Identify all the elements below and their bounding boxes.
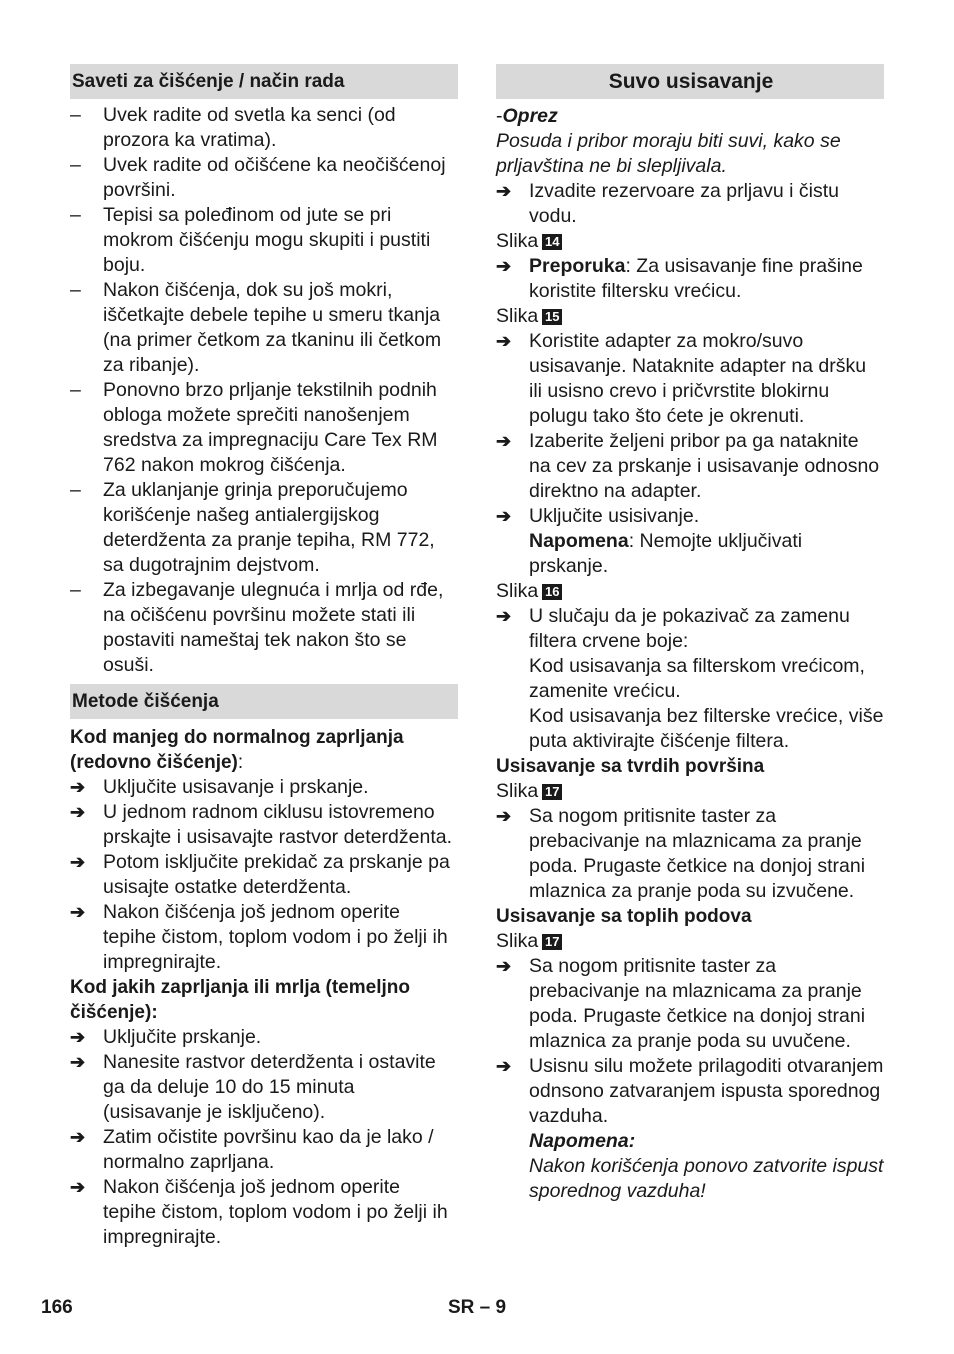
list-item: ➔ Usisnu silu možete prilagoditi otvaranjem odnsono zatvaranjem ispusta sporednog vazduha. [496,1055,884,1127]
figure-reference: Slika 17 [496,929,884,954]
dash-icon: – [70,204,81,226]
figure-reference: Slika 15 [496,304,884,329]
subheading-hard-floors: Usisavanje sa tvrdih površina [496,756,765,777]
list-item: ➔ Sa nogom pritisnite taster za prebacivanje na mlaznicama za pranje poda. Prugaste četkice na donjoj strani mlaznica za pranje poda su uvučene. [496,955,866,1052]
figure-number-badge: 17 [542,934,562,950]
arrow-right-icon: ➔ [70,1127,86,1147]
list-item: ➔ Koristite adapter za mokro/suvo usisavanje. Nataknite adapter na dršku ili usisno crevo i pričvrstite blokirnu polugu tako što ćete je okrenuti. [496,330,867,427]
dash-icon: – [70,579,81,601]
right-column [496,64,884,1204]
section-title-dry-vacuuming: Suvo usisavanje [496,64,884,99]
list-item: ➔ Uključite usisavanje i prskanje. [70,776,369,798]
figure-reference: Slika 16 [496,579,884,604]
list-item: ➔ Uključite prskanje. [70,1026,262,1048]
page-number: 166 [41,1297,73,1318]
list-item: ➔ Sa nogom pritisnite taster za prebacivanje na mlaznicama za pranje poda. Prugaste četkice na donjoj strani mlaznica za pranje poda su izvučene. [496,805,866,902]
arrow-right-icon: ➔ [70,1177,86,1197]
caution-heading: -Oprez [496,105,558,127]
list-item: ➔ Uključite usisivanje. [496,505,700,527]
list-item: ➔ Nanesite rastvor deterdženta i ostavite ga da deluje 10 do 15 minuta (usisavanje je isključeno). [70,1051,436,1123]
arrow-right-icon: ➔ [70,1052,86,1072]
cleaning-tips-list [70,103,458,678]
dash-icon: – [70,279,81,301]
figure-number-badge: 17 [542,784,562,800]
figure-number-badge: 16 [542,584,562,600]
dash-icon: – [70,104,81,126]
list-item: ➔ Izvadite rezervoare za prljavu i čistu vodu. [496,180,839,227]
list-item: – Ponovno brzo prljanje tekstilnih podnih obloga možete sprečiti nanošenjem sredstva za impregnaciju Care Tex RM 762 nakon mokrog čišćenja. [70,379,438,476]
section-title-cleaning-methods: Metode čišćenja [70,684,458,719]
list-item: ➔ Potom isključite prekidač za prskanje pa usisajte ostatke deterdženta. [70,851,450,898]
arrow-right-icon: ➔ [70,777,86,797]
final-note-text: Nakon korišćenja ponovo zatvorite ispust sporednog vazduha! [529,1155,884,1202]
arrow-right-icon: ➔ [70,852,86,872]
list-item: – Uvek radite od očišćene ka neočišćenoj površini. [70,154,446,201]
arrow-right-icon: ➔ [496,606,512,626]
list-item: ➔ U jednom radnom ciklusu istovremeno prskajte i usisavajte rastvor deterdženta. [70,801,453,848]
arrow-right-icon: ➔ [70,902,86,922]
note: Napomena: Nemojte uključivati prskanje. [529,530,803,577]
dash-icon: – [70,154,81,176]
list-item: ➔ Preporuka: Za usisavanje fine prašine koristite filtersku vrećicu. [496,255,863,302]
arrow-right-icon: ➔ [496,181,512,201]
language-page-label: SR – 9 [448,1297,507,1318]
figure-reference: Slika 14 [496,229,884,254]
figure-reference: Slika 17 [496,779,884,804]
arrow-right-icon: ➔ [496,806,512,826]
arrow-right-icon: ➔ [70,802,86,822]
subheading-regular-cleaning: Kod manjeg do normalnog zaprljanja (redovno čišćenje): [70,727,404,773]
section-title-cleaning-tips: Saveti za čišćenje / način rada [70,64,458,99]
left-column [70,64,458,1250]
list-item: – Za uklanjanje grinja preporučujemo korišćenje našeg antialergijskog deterdženta za pranje tepiha, RM 772, sa dugotrajnim dejstvom. [70,479,435,576]
subheading-deep-cleaning: Kod jakih zaprljanja ili mrlja (temeljno čišćenje): [70,977,410,1023]
instruction-text: Kod usisavanja bez filterske vrećice, više puta aktivirajte čišćenje filtera. [529,705,884,752]
list-item: – Nakon čišćenja, dok su još mokri, iščetkajte debele tepihe u smeru tkanja (na primer četkom za tkaninu ili četkom za ribanje). [70,279,442,376]
list-item: – Tepisi sa poleđinom od jute se pri mokrom čišćenju mogu skupiti i pustiti boju. [70,204,431,276]
arrow-right-icon: ➔ [496,256,512,276]
final-note-label: Napomena: [529,1130,636,1152]
figure-number-badge: 14 [542,234,562,250]
list-item: ➔ Izaberite željeni pribor pa ga nataknite na cev za prskanje i usisavanje odnosno direktno na adapter. [496,430,880,502]
caution-text: Posuda i pribor moraju biti suvi, kako se prljavština ne bi slepljivala. [496,130,841,177]
list-item: – Uvek radite od svetla ka senci (od prozora ka vratima). [70,104,396,151]
subheading-warm-floors: Usisavanje sa toplih podova [496,906,752,927]
list-item: – Za izbegavanje ulegnuća i mrlja od rđe, na očišćenu površinu možete stati ili postaviti nameštaj tek nakon što se osuši. [70,579,444,676]
list-item: ➔ Nakon čišćenja još jednom operite tepihe čistom, toplom vodom i po želji ih impregnirajte. [70,1176,448,1248]
list-item: ➔ Zatim očistite površinu kao da je lako / normalno zaprljana. [70,1126,434,1173]
instruction-text: Kod usisavanja sa filterskom vrećicom, zamenite vrećicu. [529,655,865,702]
arrow-right-icon: ➔ [496,956,512,976]
arrow-right-icon: ➔ [496,331,512,351]
arrow-right-icon: ➔ [496,1056,512,1076]
list-item: ➔ Nakon čišćenja još jednom operite tepihe čistom, toplom vodom i po želji ih impregnirajte. [70,901,448,973]
arrow-right-icon: ➔ [70,1027,86,1047]
dash-icon: – [70,479,81,501]
list-item: ➔ U slučaju da je pokazivač za zamenu filtera crvene boje: [496,605,850,652]
arrow-right-icon: ➔ [496,431,512,451]
figure-number-badge: 15 [542,309,562,325]
dash-icon: – [70,379,81,401]
arrow-right-icon: ➔ [496,506,512,526]
